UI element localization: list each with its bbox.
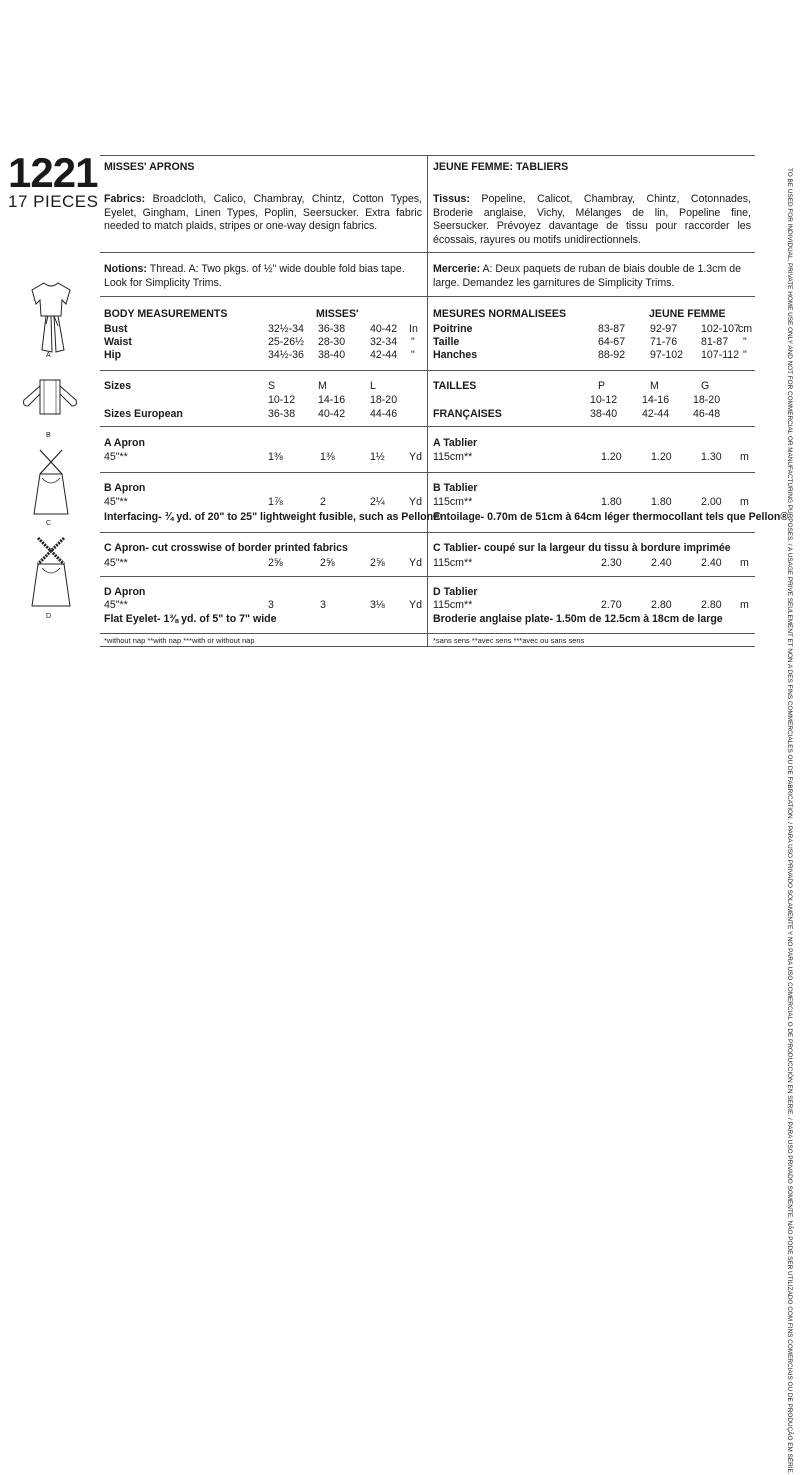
- en-b-note: Interfacing- ¾ yd. of 20" to 25" lightweight fusible, such as Pellon®: [104, 511, 441, 523]
- en-bust-v3: 40-42: [370, 323, 398, 335]
- fr-d-v3: 2.80: [701, 599, 722, 611]
- en-waist-v2: 28-30: [318, 336, 346, 348]
- fr-b-label: B Tablier: [433, 482, 478, 494]
- en-size-l: L: [370, 380, 376, 392]
- en-b-label: B Apron: [104, 482, 146, 494]
- en-b-unit: Yd: [409, 496, 422, 508]
- en-d-label: D Apron: [104, 586, 146, 598]
- fr-c-v2: 2.40: [651, 557, 672, 569]
- en-d-width: 45"**: [104, 599, 128, 611]
- fr-notions: Mercerie: A: Deux paquets de ruban de biais double de 1.3cm de large. Demandez les garnitures de Simplicity Trims.: [433, 263, 742, 289]
- fr-sizes-european-label: FRANÇAISES: [433, 408, 502, 420]
- fr-size-eu1: 38-40: [590, 408, 618, 420]
- fr-d-v2: 2.80: [651, 599, 672, 611]
- fr-b-v1: 1.80: [601, 496, 622, 508]
- fr-size-m: M: [650, 380, 659, 392]
- en-a-width: 45"**: [104, 451, 128, 463]
- fr-waist-v2: 71-76: [650, 336, 678, 348]
- view-c-label: C: [46, 520, 52, 527]
- fr-size-n2: 14-16: [642, 394, 670, 406]
- fr-size-eu2: 42-44: [642, 408, 670, 420]
- fr-c-unit: m: [740, 557, 749, 569]
- fr-a-v1: 1.20: [601, 451, 622, 463]
- en-hip-v1: 34½-36: [268, 349, 304, 361]
- en-b-v3: 2¼: [370, 496, 385, 508]
- view-b-label: B: [46, 432, 51, 439]
- en-a-v1: 1⅜: [268, 451, 283, 463]
- fr-size-eu3: 46-48: [693, 408, 721, 420]
- en-b-width: 45"**: [104, 496, 128, 508]
- en-misses-header: MISSES': [316, 308, 359, 320]
- fr-c-v3: 2.40: [701, 557, 722, 569]
- fr-b-v3: 2.00: [701, 496, 722, 508]
- fr-hip-v3: 107-112: [701, 349, 740, 361]
- en-a-v2: 1⅜: [320, 451, 335, 463]
- fr-d-width: 115cm**: [433, 599, 473, 611]
- en-c-width: 45"**: [104, 557, 128, 569]
- fr-hip-v2: 97-102: [650, 349, 683, 361]
- fr-hip-unit: ": [743, 349, 747, 361]
- pattern-number: 1221: [8, 149, 98, 196]
- en-sizes-label: Sizes: [104, 380, 132, 392]
- fr-bust-v1: 83-87: [598, 323, 626, 335]
- fr-c-v1: 2.30: [601, 557, 622, 569]
- en-a-unit: Yd: [409, 451, 422, 463]
- en-d-v2: 3: [320, 599, 326, 611]
- en-c-v3: 2⅝: [370, 557, 385, 569]
- fr-footnote: *sans sens **avec sens ***avec ou sans sens: [433, 636, 585, 645]
- en-title: MISSES' APRONS: [104, 161, 195, 173]
- en-bust-v2: 36-38: [318, 323, 346, 335]
- en-size-eu2: 40-42: [318, 408, 346, 420]
- en-c-v1: 2⅝: [268, 557, 283, 569]
- fr-waist-label: Taille: [433, 336, 460, 348]
- view-c-apron-icon: [28, 448, 74, 520]
- fr-b-width: 115cm**: [433, 496, 473, 508]
- fr-title: JEUNE FEMME: TABLIERS: [433, 161, 569, 173]
- en-size-s: S: [268, 380, 276, 392]
- fr-d-label: D Tablier: [433, 586, 478, 598]
- en-waist-v3: 32-34: [370, 336, 398, 348]
- fr-a-width: 115cm**: [433, 451, 473, 463]
- en-d-v1: 3: [268, 599, 274, 611]
- view-d-label: D: [46, 613, 52, 620]
- en-c-unit: Yd: [409, 557, 422, 569]
- fr-a-v3: 1.30: [701, 451, 722, 463]
- view-b-apron-icon: [20, 372, 80, 422]
- en-waist-v1: 25-26½: [268, 336, 304, 348]
- en-hip-v3: 42-44: [370, 349, 398, 361]
- fr-misses-header: JEUNE FEMME: [649, 308, 726, 320]
- fr-c-width: 115cm**: [433, 557, 473, 569]
- en-waist-label: Waist: [104, 336, 132, 348]
- en-d-unit: Yd: [409, 599, 422, 611]
- fr-fabrics: Tissus: Popeline, Calicot, Chambray, Chintz, Cotonnades, Broderie anglaise, Vichy, Mélanges de lin, Popeline fine, Seersucker. Prévoyez davantage de tissu pour raccorder les écossais, rayures ou motifs unidirectionnels.: [433, 193, 752, 246]
- fr-d-unit: m: [740, 599, 749, 611]
- en-footnote: *without nap **with nap ***with or without nap: [104, 636, 255, 645]
- en-size-eu3: 44-46: [370, 408, 398, 420]
- fr-sizes-label: TAILLES: [433, 380, 477, 392]
- en-d-note: Flat Eyelet- 1⅜ yd. of 5" to 7" wide: [104, 613, 277, 625]
- en-notions: Notions: Thread. A: Two pkgs. of ½" wide double fold bias tape. Look for Simplicity Trims.: [104, 263, 405, 289]
- usage-disclaimer: TO BE USED FOR INDIVIDUAL, PRIVATE HOME USE ONLY AND NOT FOR COMMERCIAL OR MANUFACTURING PURPOSES. / A USAGE PRIVE SEULEMENT ET NON A DES FINS COMMERCIALES OU DE FABRICATION. / PARA USO PRIVADO SOLAMENTE Y NO PARA USO COMERCIAL O DE PRODUCCIÓN EN SERIE. / PARA USO PRIVADO SOMENTE. NÃO PODE SER UTILIZADO COM FINS COMERCIAIS OU DE PRODUÇÃO EM SÉRIE.: [786, 168, 793, 1475]
- en-c-label: C Apron- cut crosswise of border printed fabrics: [104, 542, 348, 554]
- en-size-n2: 14-16: [318, 394, 346, 406]
- fr-c-label: C Tablier- coupé sur la largeur du tissu à bordure imprimée: [433, 542, 731, 554]
- fr-hip-label: Hanches: [433, 349, 478, 361]
- en-c-v2: 2⅝: [320, 557, 335, 569]
- fr-body-header: MESURES NORMALISEES: [433, 308, 567, 320]
- fr-b-v2: 1.80: [651, 496, 672, 508]
- en-a-v3: 1½: [370, 451, 385, 463]
- en-hip-label: Hip: [104, 349, 122, 361]
- fr-waist-v3: 81-87: [701, 336, 729, 348]
- fr-size-n1: 10-12: [590, 394, 618, 406]
- en-b-v1: 1⅞: [268, 496, 283, 508]
- en-d-v3: 3⅛: [370, 599, 385, 611]
- view-a-label: A: [46, 352, 51, 359]
- fr-d-v1: 2.70: [601, 599, 622, 611]
- fr-hip-v1: 88-92: [598, 349, 626, 361]
- fr-d-note: Broderie anglaise plate- 1.50m de 12.5cm à 18cm de large: [433, 613, 723, 625]
- fr-a-unit: m: [740, 451, 749, 463]
- fr-bust-label: Poitrine: [433, 323, 473, 335]
- en-size-eu1: 36-38: [268, 408, 296, 420]
- en-size-n3: 18-20: [370, 394, 398, 406]
- en-fabrics: Fabrics: Broadcloth, Calico, Chambray, Chintz, Cotton Types, Eyelet, Gingham, Linen Types, Poplin, Seersucker. Extra fabric needed to match plaids, stripes or one-way design fabrics.: [104, 193, 422, 233]
- en-size-m: M: [318, 380, 327, 392]
- fr-waist-unit: ": [743, 336, 747, 348]
- en-a-label: A Apron: [104, 437, 145, 449]
- view-a-apron-icon: [28, 280, 74, 362]
- en-waist-unit: ": [411, 336, 415, 348]
- fr-bust-v2: 92-97: [650, 323, 678, 335]
- en-b-v2: 2: [320, 496, 326, 508]
- fr-waist-v1: 64-67: [598, 336, 626, 348]
- fr-a-label: A Tablier: [433, 437, 478, 449]
- view-d-apron-icon: [28, 536, 74, 616]
- en-bust-v1: 32½-34: [268, 323, 304, 335]
- en-hip-unit: ": [411, 349, 415, 361]
- fr-size-n3: 18-20: [693, 394, 721, 406]
- fr-size-p: P: [598, 380, 606, 392]
- fr-a-v2: 1.20: [651, 451, 672, 463]
- fr-bust-v3: 102-107: [701, 323, 740, 335]
- pieces-count: 17 PIECES: [8, 192, 99, 211]
- en-bust-unit: In: [409, 323, 418, 335]
- en-sizes-european-label: Sizes European: [104, 408, 183, 420]
- en-hip-v2: 38-40: [318, 349, 346, 361]
- fr-b-note: Entoilage- 0.70m de 51cm à 64cm léger thermocollant tels que Pellon®: [433, 511, 789, 523]
- fr-b-unit: m: [740, 496, 749, 508]
- en-size-n1: 10-12: [268, 394, 296, 406]
- en-bust-label: Bust: [104, 323, 128, 335]
- fr-bust-unit: cm: [738, 323, 753, 335]
- fr-size-g: G: [701, 380, 710, 392]
- en-body-header: BODY MEASUREMENTS: [104, 308, 228, 320]
- pattern-info-sheet: [100, 155, 789, 647]
